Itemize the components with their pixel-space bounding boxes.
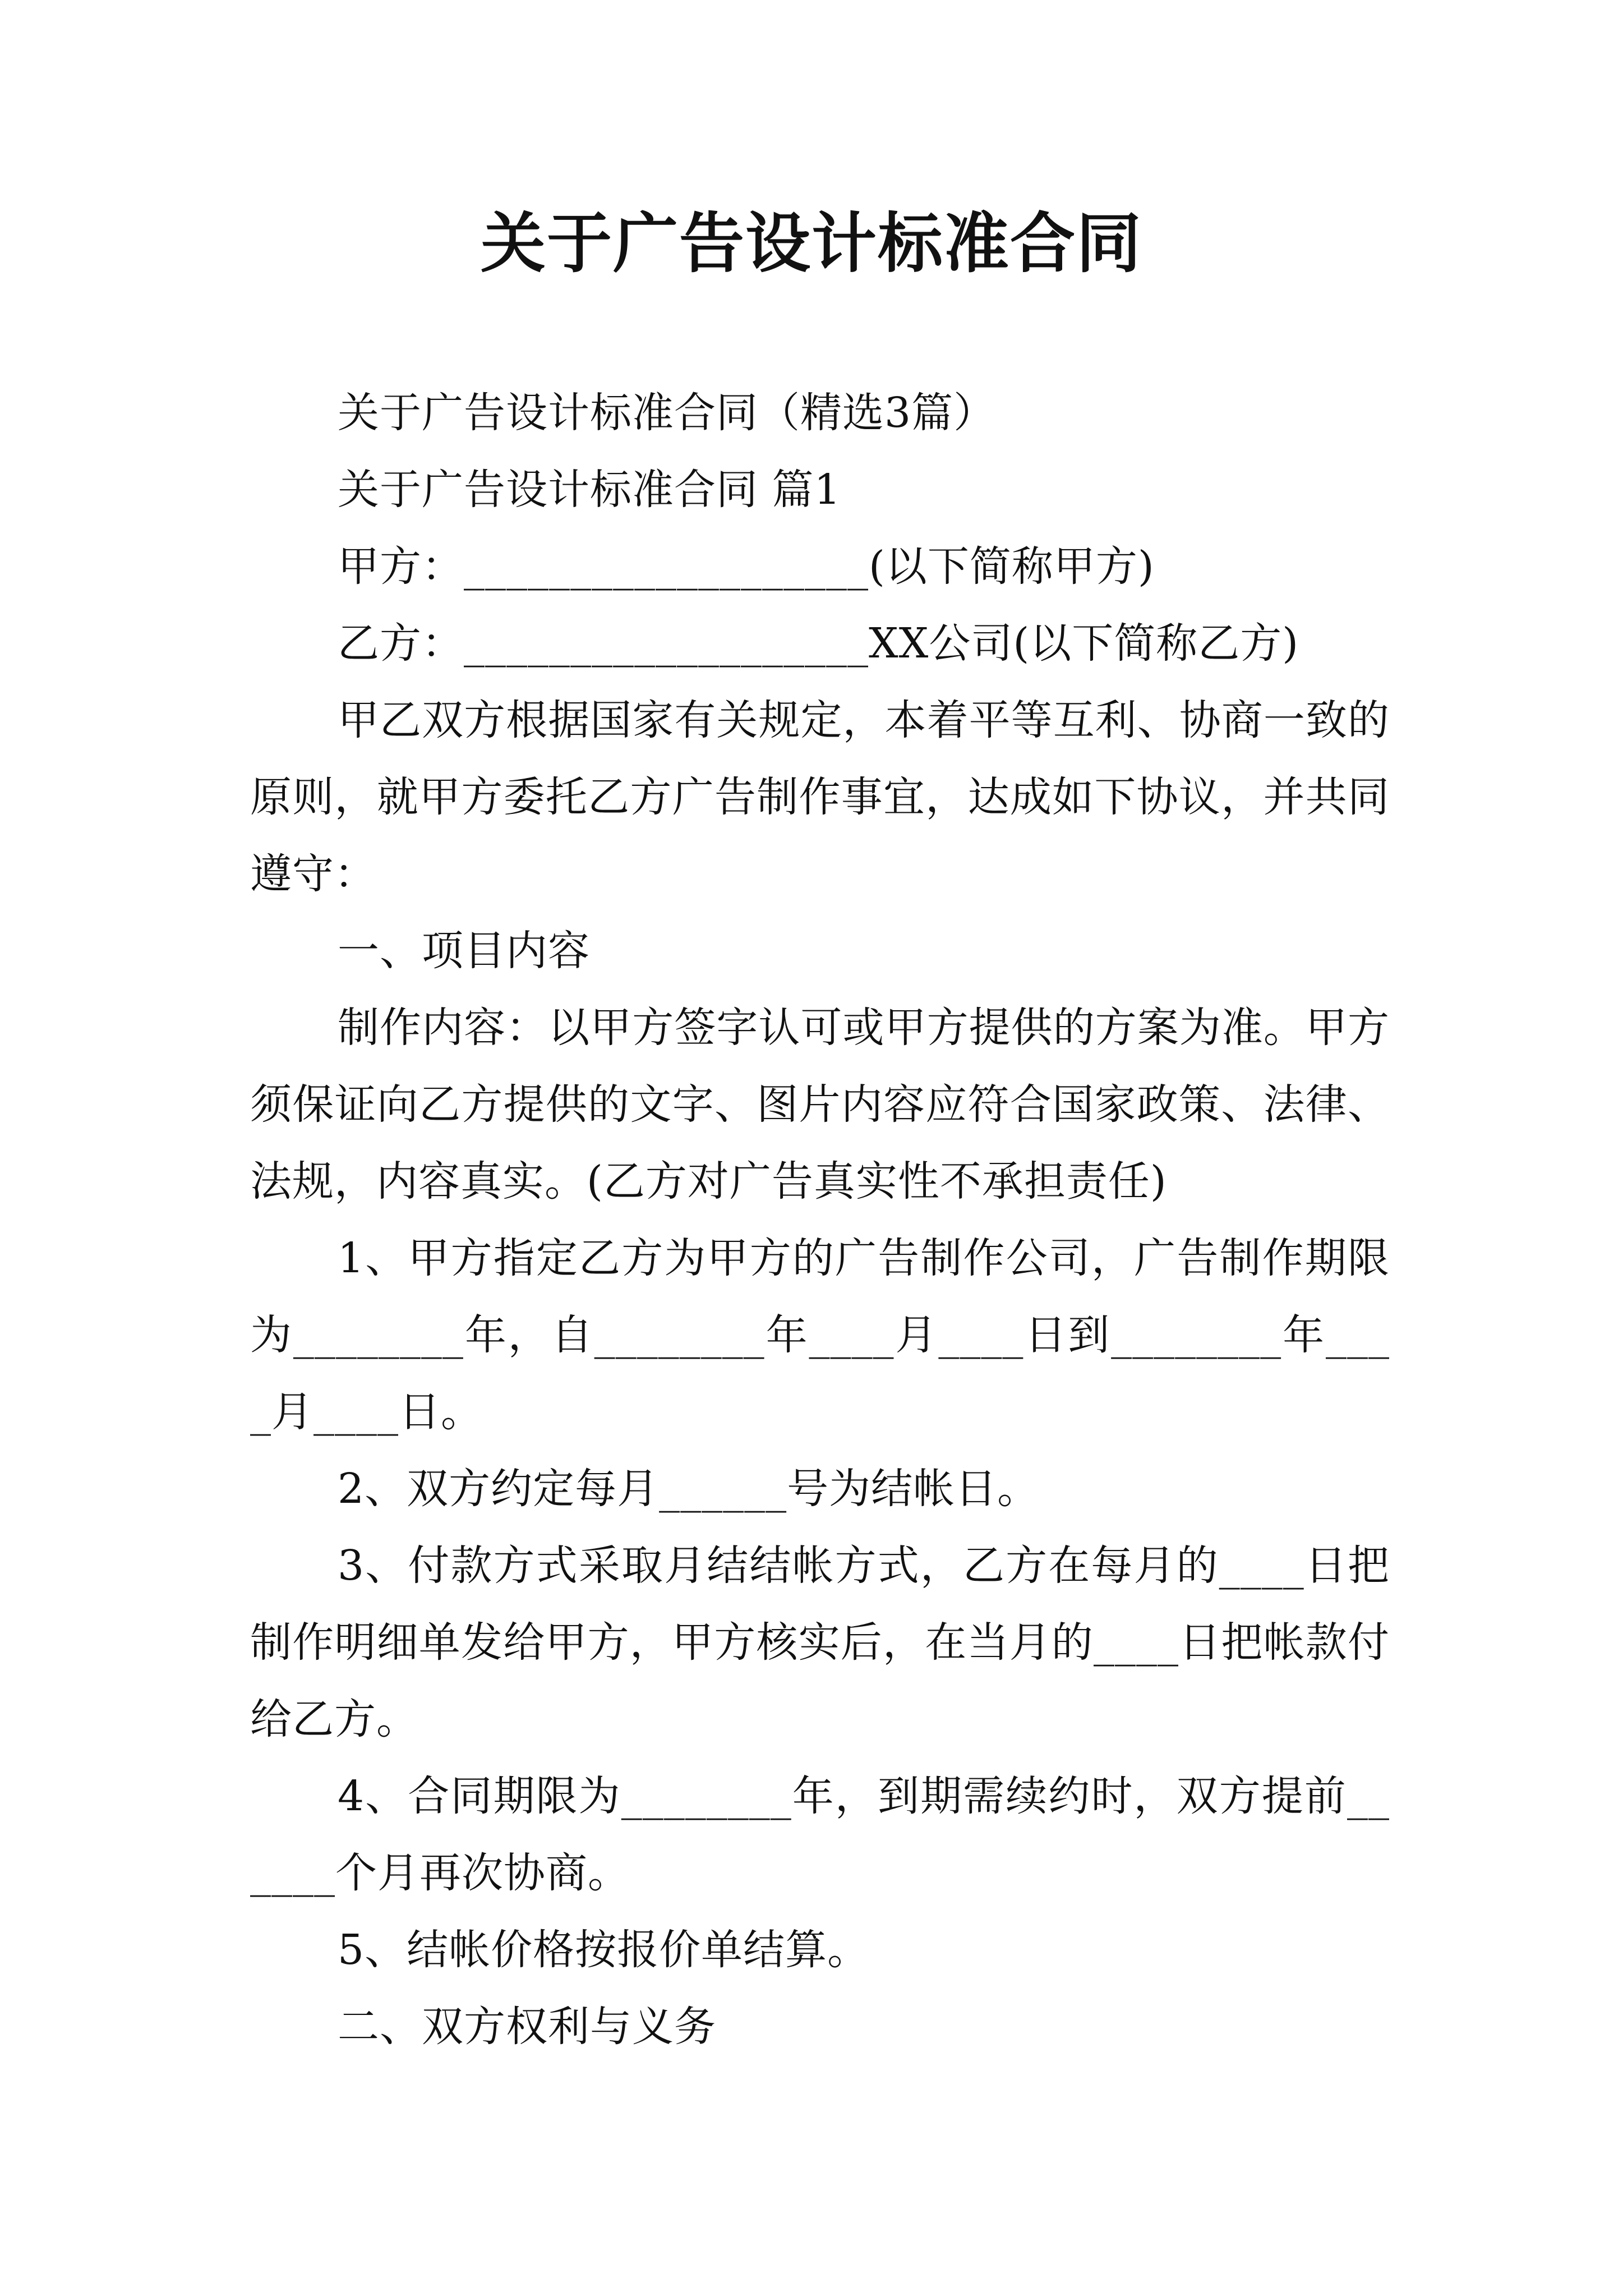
clause-5-paragraph: 5、结帐价格按报价单结算。 xyxy=(338,1926,870,1974)
clause-4-paragraph: 4、合同期限为________年，到期需续约时，双方提前______个月再次协商。 xyxy=(250,1772,1390,1897)
section-heading-rights-obligations: 二、双方权利与义务 xyxy=(338,2003,716,2051)
clause-2-paragraph: 2、双方约定每月______号为结帐日。 xyxy=(338,1465,1040,1513)
document-title: 关于广告设计标准合同 xyxy=(481,206,1142,282)
production-content-paragraph: 制作内容：以甲方签字认可或甲方提供的方案为准。甲方须保证向乙方提供的文字、图片内容应符合国家政策、法律、法规，内容真实。(乙方对广告真实性不承担责任) xyxy=(250,1004,1390,1205)
preamble-paragraph: 甲乙双方根据国家有关规定，本着平等互利、协商一致的原则，就甲方委托乙方广告制作事宜，达成如下协议，并共同遵守： xyxy=(250,696,1390,898)
section-heading-part1: 关于广告设计标准合同 篇1 xyxy=(338,466,841,514)
party-a-line: 甲方：___________________(以下简称甲方) xyxy=(338,542,1155,591)
section-heading-project-content: 一、项目内容 xyxy=(338,927,590,975)
clause-1-paragraph: 1、甲方指定乙方为甲方的广告制作公司，广告制作期限为________年，自________年____月____日到________年____月____日。 xyxy=(250,1234,1390,1436)
document-body xyxy=(250,375,1390,2065)
doc-subtitle: 关于广告设计标准合同（精选3篇） xyxy=(338,389,996,437)
clause-3-paragraph: 3、付款方式采取月结结帐方式，乙方在每月的____日把制作明细单发给甲方，甲方核实后，在当月的____日把帐款付给乙方。 xyxy=(250,1542,1390,1743)
party-b-line: 乙方：___________________XX公司(以下简称乙方) xyxy=(338,619,1299,668)
